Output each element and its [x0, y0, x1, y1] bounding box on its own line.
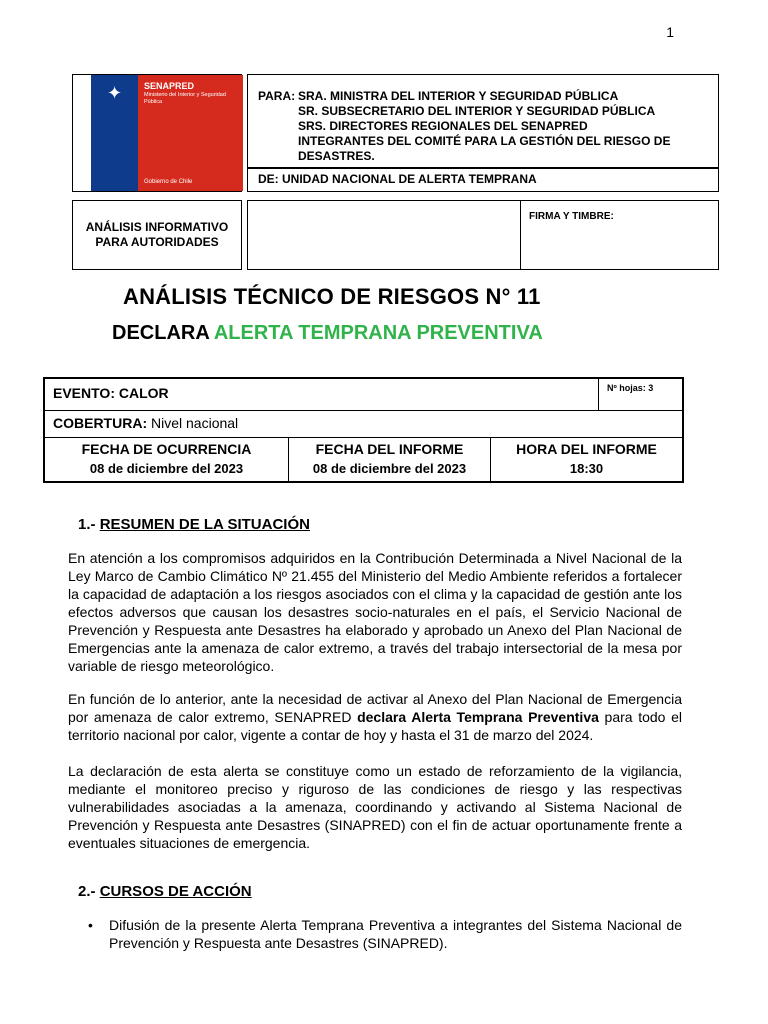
recipient: SRA. MINISTRA DEL INTERIOR Y SEGURIDAD PÚBLICA	[298, 89, 619, 103]
section-1-heading	[78, 516, 310, 533]
coverage-row	[45, 410, 682, 438]
logo-blue-panel	[91, 75, 138, 191]
occurrence-date-label: FECHA DE OCURRENCIA	[81, 441, 252, 457]
recipient-line	[258, 89, 708, 104]
recipient: SRS. DIRECTORES REGIONALES DEL SENAPRED	[298, 119, 588, 133]
recipient: SR. SUBSECRETARIO DEL INTERIOR Y SEGURIDAD PÚBLICA	[298, 104, 656, 118]
sender-box: DE: UNIDAD NACIONAL DE ALERTA TEMPRANA	[247, 168, 719, 192]
coverage-value: Nivel nacional	[151, 415, 239, 431]
recipient: INTEGRANTES DEL COMITÉ PARA LA GESTIÓN DEL RIESGO DE DESASTRES.	[298, 134, 671, 163]
bullet-icon: •	[88, 917, 93, 933]
to-prefix: PARA:	[258, 89, 296, 103]
paragraph-2-end: para todo el territorio nacional por calor, vigente a contar de hoy y hasta el 31 de marzo del 2024.	[68, 709, 682, 743]
dates-row	[45, 437, 682, 481]
section-1-number: 1.-	[78, 516, 96, 533]
signature-label: FIRMA Y TIMBRE:	[520, 200, 719, 270]
coverage	[53, 415, 238, 431]
paragraph-2-bold: declara Alerta Temprana Preventiva	[357, 709, 599, 725]
report-date-label: FECHA DEL INFORME	[315, 441, 464, 457]
section-2-number: 2.-	[78, 883, 96, 900]
section-1-paragraph-2	[68, 690, 682, 744]
document-title: ANÁLISIS TÉCNICO DE RIESGOS N° 11	[123, 284, 541, 309]
section-1-paragraph-1: En atención a los compromisos adquiridos en la Contribución Determinada a Nivel Nacional de la Ley Marco de Cambio Climático Nº 21.455 del Ministerio del Medio Ambiente referidos a fortalecer la capacidad de adaptación a los riesgos asociados con el clima y la capacidad de gestión ante los efectos adversos que causan los desastres socio-naturales en el país, el Servicio Nacional de Prevención y Respuesta ante Desastres ha elaborado y aprobado un Anexo del Plan Nacional de Emergencias ante la amenaza de calor extremo, a través del trabajo intersectorial de la mesa por variable de riesgo meteorológico.	[68, 550, 682, 674]
section-1-title: RESUMEN DE LA SITUACIÓN	[99, 516, 310, 533]
logo-brand: SENAPRED	[144, 81, 195, 91]
alert-level-text: ALERTA TEMPRANA PREVENTIVA	[213, 322, 543, 344]
event-table	[43, 377, 684, 483]
recipients-box	[247, 74, 719, 168]
section-2-title: CURSOS DE ACCIÓN	[99, 883, 252, 900]
logo-box	[72, 74, 242, 192]
document-subtitle	[112, 322, 543, 345]
coat-of-arms-icon: ✦	[106, 83, 123, 103]
blank-cell	[247, 200, 521, 270]
section-2-heading	[78, 883, 252, 900]
report-date-value: 08 de diciembre del 2023	[312, 461, 467, 476]
report-time-value: 18:30	[569, 461, 604, 476]
occurrence-date-cell	[45, 437, 289, 481]
logo-footer: Gobierno de Chile	[144, 179, 193, 185]
report-date-cell	[289, 437, 491, 481]
event-label: EVENTO: CALOR	[53, 385, 169, 401]
page-number: 1	[666, 24, 674, 40]
logo-red-panel	[138, 75, 243, 191]
declara-text: DECLARA	[112, 322, 210, 344]
analysis-label: ANÁLISIS INFORMATIVO PARA AUTORIDADES	[72, 200, 242, 270]
section-1-paragraph-3: La declaración de esta alerta se constituye como un estado de reforzamiento de la vigilancia, mediante el monitoreo preciso y riguroso de las condiciones de riesgo y las respectivas vulnerabilidades asociadas a la amenaza, coordinando y activando al Sistema Nacional de Prevención y Respuesta ante Desastres (SINAPRED) con el fin de actuar oportunamente frente a eventuales situaciones de emergencia.	[68, 763, 682, 851]
sheets-count: Nº hojas: 3	[598, 379, 682, 410]
paragraph-2-start: En función de lo anterior, ante la necesidad de activar al Anexo del Plan Nacional de Emergencia por amenaza de calor extremo, SENAPRED	[68, 691, 682, 725]
coverage-label: COBERTURA:	[53, 415, 148, 431]
event-row	[45, 379, 682, 411]
occurrence-date-value: 08 de diciembre del 2023	[89, 461, 244, 476]
report-time-cell	[491, 437, 682, 481]
list-item-text: Difusión de la presente Alerta Temprana Preventiva a integrantes del Sistema Nacional de Prevención y Respuesta ante Desastres (SINAPRED).	[109, 917, 682, 951]
list-item	[88, 916, 682, 952]
logo-subtitle: Ministerio del Interior y Seguridad Pública	[144, 92, 226, 105]
report-time-label: HORA DEL INFORME	[516, 441, 657, 457]
